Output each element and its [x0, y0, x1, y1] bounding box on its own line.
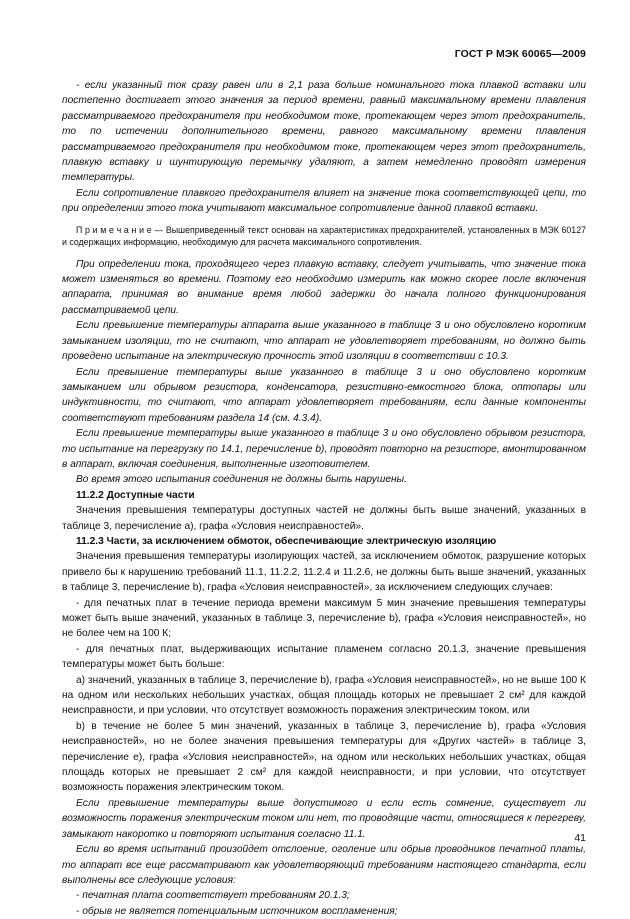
paragraph: - если указанный ток сразу равен или в 2,1 раза больше номинального тока плавкой вставки или постепенно достигает этого значения за период времени, равный максимальному времени плавления рассматриваемого предохранителя при необходимом токе, протекающем через этот предохранитель, то по истечении дополнительного времени, равного максимальному времени плавления рассматриваемого предохранителя при необходимом токе, протекающем через этот предохранитель, плавкую вставку и шунтирующую перемычку удаляют, а затем немедленно проводят измерения температуры.	[62, 80, 586, 184]
paragraph: Если сопротивление плавкого предохранителя влияет на значение тока соответствующей цепи, то при определении этого тока учитывают максимальное сопротивление данной плавкой вставки.	[62, 187, 586, 215]
list-item: - печатная плата соответствует требованиям 20.1.3;	[76, 890, 350, 902]
list-item: а) значений, указанных в таблице 3, перечисление b), графа «Условия неисправностей», но не выше 100 К на одном или нескольких небольших участках, общая площадь которых не превышает 2 см² для каждой неисправности, и при условии, что отсутствует возможность поражения электрическим током, или	[62, 674, 586, 717]
list-item: b) в течение не более 5 мин значений, указанных в таблице 3, перечисление b), графа «Условия неисправностей», но не более значения превышения температуры для «Других частей» в таблице 3, перечисление е), графа «Условия неисправностей», на одном или нескольких небольших участках, общая площадь которых не превышает 2 см² для каждой неисправности, и при условии, что отсутствует возможность поражения электрическим током.	[62, 720, 586, 794]
section-heading: 11.2.3 Части, за исключением обмоток, обеспечивающие электрическую изоляцию	[76, 535, 497, 547]
page-body	[62, 78, 586, 919]
section-heading: 11.2.2 Доступные части	[76, 489, 195, 501]
list-item: - для печатных плат в течение периода времени максимум 5 мин значение превышения температуры может быть выше значений, указанных в таблице 3, перечисление b), графа «Условия неисправностей», но не более чем на 100 К;	[62, 597, 586, 640]
list-item: - для печатных плат, выдерживающих испытание пламенем согласно 20.1.3, значение превышения температуры может быть больше:	[62, 643, 586, 671]
paragraph: Если во время испытаний произойдет отслоение, оголение или обрыв проводников печатной платы, то аппарат все еще рассматривают как удовлетворяющий требованиям настоящего стандарта, если выполнены все следующие условия:	[62, 844, 586, 886]
page-number: 41	[574, 832, 586, 844]
paragraph: Если превышение температуры аппарата выше указанного в таблице 3 и оно обусловлено коротким замыканием изоляции, то не считают, что аппарат не удовлетворяет требованиям, но должно быть проведено испытание на электрическую прочность этой изоляции в соответствии с 10.3.	[62, 320, 586, 363]
paragraph: Значения превышения температуры доступных частей не должны быть выше значений, указанных в таблице 3, перечисление а), графа «Условия неисправностей».	[62, 505, 586, 532]
paragraph: Значения превышения температуры изолирующих частей, за исключением обмоток, разрушение которых привело бы к нарушению требований 11.1, 11.2.2, 11.2.4 и 11.2.6, не должны быть выше значений, указанных в таблице 3, перечисление b), графа «Условия неисправностей», за исключением следующих случаев:	[62, 551, 586, 594]
paragraph: Если превышение температуры выше допустимого и если есть сомнение, существует ли возможность поражения электрическим током или нет, то проводящие части, относящиеся к перегреву, замыкают накоротко и повторяют испытания согласно 11.1.	[62, 797, 586, 840]
standard-header: ГОСТ Р МЭК 60065—2009	[454, 48, 586, 60]
list-item: - обрыв не является потенциальным источником воспламенения;	[76, 905, 398, 917]
paragraph: Во время этого испытания соединения не должны быть нарушены.	[76, 474, 407, 486]
note-paragraph: П р и м е ч а н и е — Вышеприведенный текст основан на характеристиках предохранителей, установленных в МЭК 60127 и содержащих информацию, необходимую для расчета максимального сопротивления.	[62, 224, 586, 248]
paragraph: Если превышение температуры выше указанного в таблице 3 и оно обусловлено обрывом резистора, то испытание на перегрузку по 14.1, перечисление b), проводят повторно на резисторе, вмонтированном в аппарат, включая соединения, выполненные изготовителем.	[62, 428, 586, 470]
paragraph: Если превышение температуры выше указанного в таблице 3 и оно обусловлено коротким замыканием или обрывом резистора, конденсатора, резистивно-емкостного блока, оптопары или индуктивности, то считают, что аппарат удовлетворяет требованиям, если данные компоненты соответствуют требованиям раздела 14 (см. 4.3.4).	[62, 366, 586, 424]
paragraph: При определении тока, проходящего через плавкую вставку, следует учитывать, что значение тока может изменяться во времени. Поэтому его необходимо измерить как можно скорее после включения аппарата, принимая во внимание время любой задержки до начала полного функционирования рассматриваемой цепи.	[62, 258, 586, 316]
